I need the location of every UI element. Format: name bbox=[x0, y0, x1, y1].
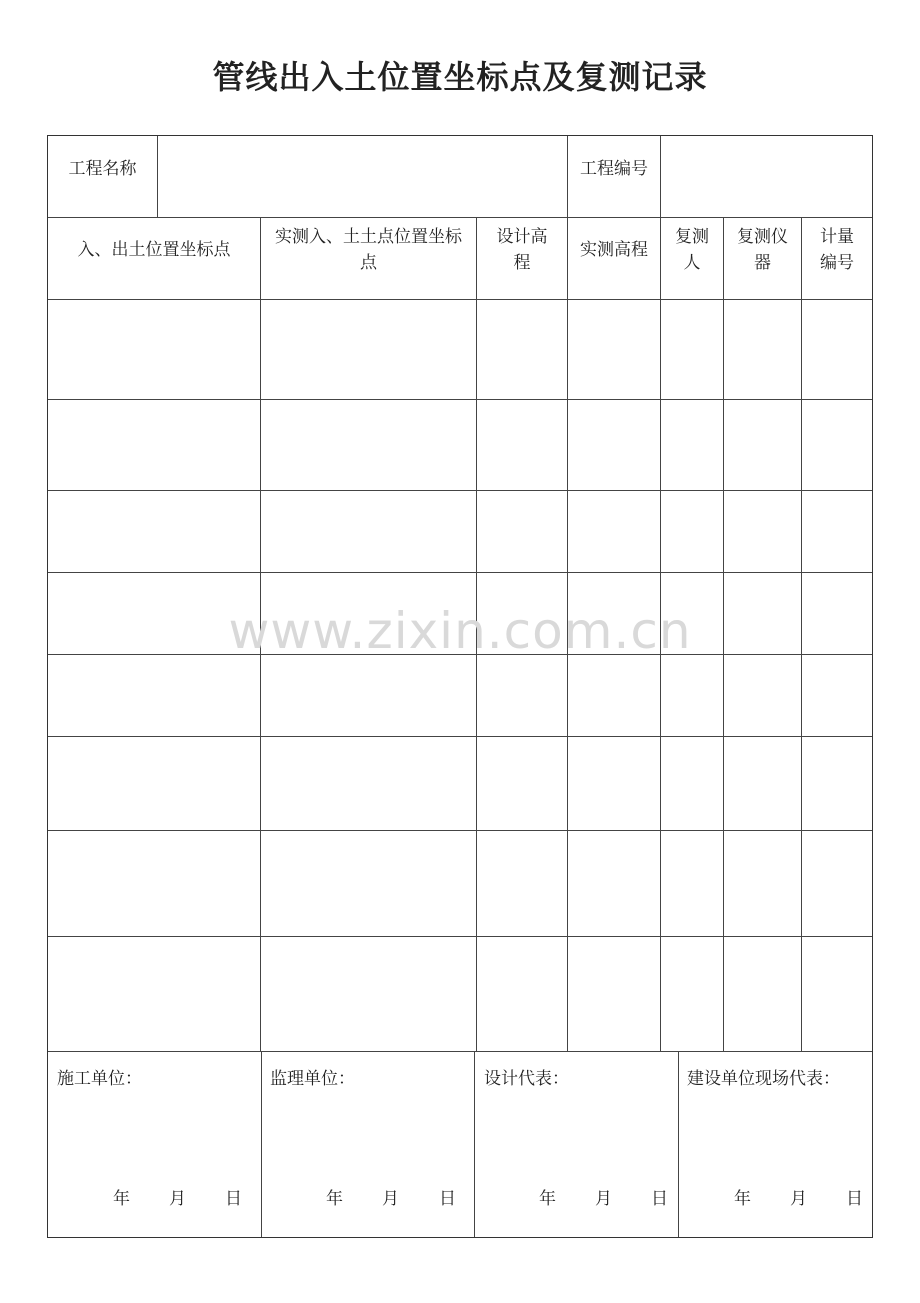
row-divider bbox=[48, 572, 872, 573]
row-divider bbox=[48, 217, 872, 218]
col-header-line: 入、出土位置坐标点 bbox=[77, 240, 231, 260]
col-header-line: 点 bbox=[360, 253, 377, 273]
col-divider bbox=[660, 217, 661, 1051]
row-divider bbox=[48, 399, 872, 400]
project-no-label: 工程编号 bbox=[580, 159, 648, 179]
col-divider bbox=[474, 1051, 475, 1237]
col-divider bbox=[801, 217, 802, 1051]
col-header-line: 复测仪 bbox=[737, 227, 788, 247]
design-representative-month: 月 bbox=[595, 1189, 612, 1209]
col-header-line: 复测 bbox=[675, 227, 709, 247]
col-header-line: 设计高 bbox=[496, 227, 548, 247]
col-header-measured-elevation bbox=[568, 237, 660, 263]
row-divider bbox=[48, 830, 872, 831]
col-divider bbox=[678, 1051, 679, 1237]
row-divider bbox=[48, 654, 872, 655]
record-table bbox=[47, 135, 873, 1238]
col-header-line: 器 bbox=[754, 253, 771, 273]
col-divider bbox=[476, 217, 477, 1051]
row-divider bbox=[48, 1051, 872, 1052]
col-divider bbox=[157, 136, 158, 217]
construction-unit-year: 年 bbox=[113, 1189, 130, 1209]
col-header-coordinate-point bbox=[48, 237, 260, 263]
supervision-unit-year: 年 bbox=[326, 1189, 343, 1209]
design-representative-year: 年 bbox=[539, 1189, 556, 1209]
col-header-design-elevation bbox=[477, 224, 567, 276]
col-divider bbox=[660, 136, 661, 217]
row-divider bbox=[48, 299, 872, 300]
supervision-unit-day: 日 bbox=[439, 1189, 456, 1209]
construction-unit-month: 月 bbox=[169, 1189, 186, 1209]
col-header-metrology-number bbox=[802, 224, 872, 276]
col-divider bbox=[567, 217, 568, 1051]
col-header-resurvey-person bbox=[661, 224, 723, 276]
col-header-line: 人 bbox=[683, 253, 701, 273]
col-header-line: 编号 bbox=[820, 253, 854, 273]
col-header-measured-coordinate bbox=[261, 224, 476, 276]
page-title: 管线出入土位置坐标点及复测记录 bbox=[212, 58, 708, 96]
construction-unit-day: 日 bbox=[225, 1189, 242, 1209]
col-header-resurvey-instrument bbox=[724, 224, 801, 276]
supervision-unit-month: 月 bbox=[382, 1189, 399, 1209]
row-divider bbox=[48, 936, 872, 937]
design-representative-day: 日 bbox=[651, 1189, 668, 1209]
col-divider bbox=[260, 217, 261, 1051]
col-header-line: 计量 bbox=[820, 227, 854, 247]
watermark: www.zixin.com.cn bbox=[228, 602, 692, 660]
owner-site-representative-month: 月 bbox=[790, 1189, 807, 1209]
supervision-unit-label: 监理单位： bbox=[270, 1069, 355, 1089]
col-header-line: 程 bbox=[513, 253, 531, 273]
owner-site-representative-day: 日 bbox=[846, 1189, 863, 1209]
row-divider bbox=[48, 490, 872, 491]
col-divider bbox=[261, 1051, 262, 1237]
owner-site-representative-label: 建设单位现场代表： bbox=[687, 1069, 840, 1089]
col-header-line: 实测入、土土点位置坐标 bbox=[275, 227, 462, 247]
construction-unit-label: 施工单位： bbox=[57, 1069, 142, 1089]
design-representative-label: 设计代表： bbox=[484, 1069, 569, 1089]
col-divider bbox=[723, 217, 724, 1051]
project-name-label: 工程名称 bbox=[68, 159, 137, 179]
owner-site-representative-year: 年 bbox=[734, 1189, 751, 1209]
col-header-line: 实测高程 bbox=[580, 240, 648, 260]
row-divider bbox=[48, 736, 872, 737]
